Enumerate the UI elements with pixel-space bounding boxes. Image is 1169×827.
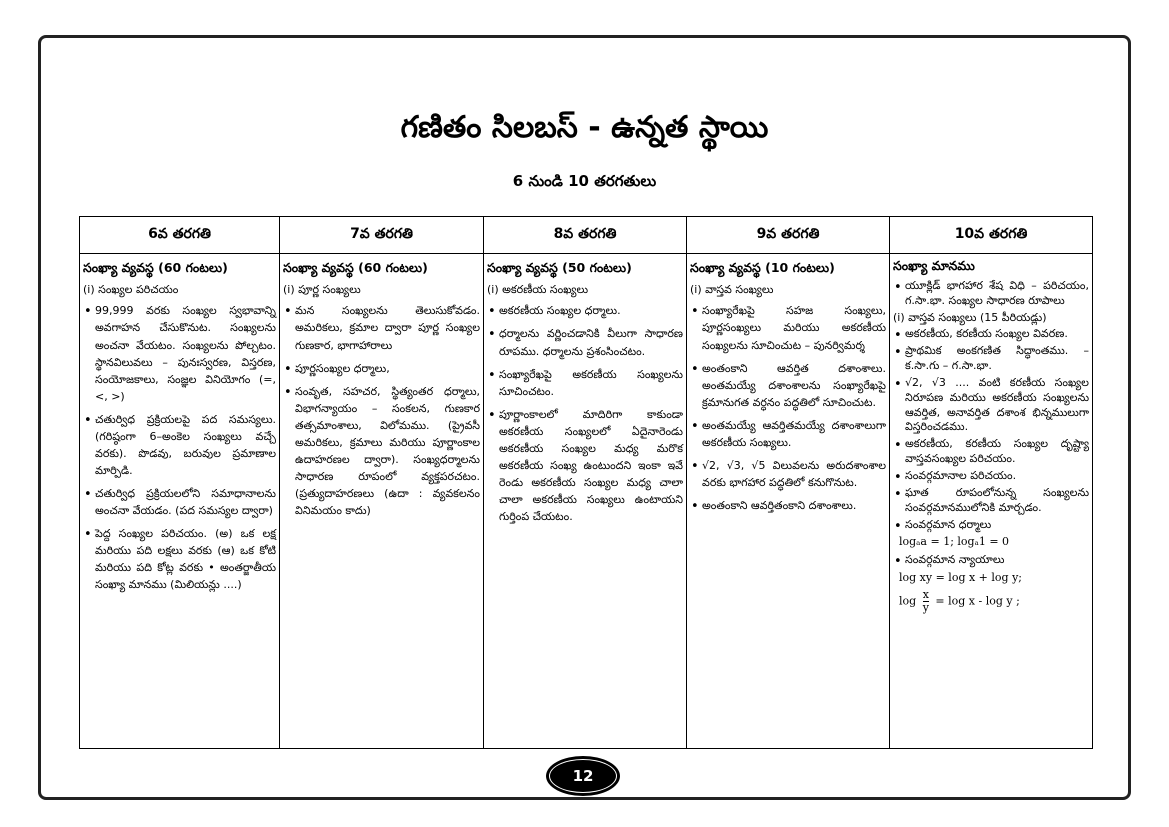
list-item: • 99,999 వరకు సంఖ్యల స్వభావాన్ని అవగాహన చేసుకొనుట. సంఖ్యలను అంచనా వేయటం. సంఖ్యలను పోల్చటం. స్థానవిలువలు – పునఃస్వరణ, విస్తరణ, సంయోజకాలు, సంజ్ఞల వినియోగం (=, <, >) [95,302,276,404]
class8-cell [484,254,687,749]
log-label: log [899,594,917,608]
fraction-denominator: y [922,601,929,614]
list-item: • సంఖ్యారేఖపై సహజ సంఖ్యలు, పూర్ణసంఖ్యలు మరియు అకరణీయ సంఖ్యలను సూచించుట – పునర్విమర్శ [702,302,886,353]
list-item: • ప్రాథమిక అంకగణిత సిద్ధాంతము. – క.సా.గు – గ.సా.భా. [905,344,1089,374]
page-number-badge: 12 [546,756,620,796]
col-header-class8: 8వ తరగతి [484,217,687,254]
class6-heading: సంఖ్యా వ్యవస్థ (60 గంటలు) [83,260,228,275]
class9-heading: సంఖ్యా వ్యవస్థ (10 గంటలు) [690,260,835,275]
class6-cell [80,254,280,749]
class9-subheading: (i) వాస్తవ సంఖ్యలు [690,283,774,297]
page-subtitle: 6 నుండి 10 తరగతులు [512,172,657,190]
class10-topic-list-c [893,553,1089,568]
header-row [80,217,1093,254]
class7-heading: సంఖ్యా వ్యవస్థ (60 గంటలు) [283,260,428,275]
class10-subheading: (i) వాస్తవ సంఖ్యలు (15 పీరియడ్లు) [893,310,1047,324]
class10-topic-list-a [893,279,1089,309]
list-item: • అంతంకాని ఆవర్తిత దశాంశాలు. అంతమయ్యే దశాంశాలను సంఖ్యారేఖపై క్రమానుగత వర్ధనం పద్ధతిలో సూచించుట. [702,360,886,411]
class7-cell [280,254,484,749]
log-properties-formula: logₐa = 1; logₐ1 = 0 [899,535,1010,549]
log-rules-label: • సంవర్గమాన న్యాయాలు [905,553,1089,568]
syllabus-table [79,216,1093,749]
list-item: • పూర్ణాంకాలలో మాదిరిగా కాకుండా అకరణీయ సంఖ్యలలో ఏదైనారెండు అకరణీయ సంఖ్యల మధ్య మరొక అకరణీయ సంఖ్య ఉంటుందని ఇంకా ఇవే రెండు అకరణీయ సంఖ్యల మధ్య చాలా చాలా అకరణీయ సంఖ్యలు ఉంటాయని గుర్తింప చేయటం. [499,406,683,525]
class8-topic-list [487,302,683,525]
class10-cell [890,254,1093,749]
list-item: • పెద్ద సంఖ్యల పరిచయం. (అ) ఒక లక్ష మరియు పది లక్షలు వరకు (ఆ) ఒక కోటి మరియు పది కోట్ల వరకు • అంతర్జాతీయ సంఖ్యా మానము (మిలియన్లు ....) [95,525,276,593]
fraction [923,589,929,614]
list-item: • సంవర్గమానాల పరిచయం. [905,469,1089,484]
list-item: • సంవృత, సహచర, స్థిత్యంతర ధర్మాలు, విభాగన్యాయం – సంకలన, గుణకార తత్సమాంశాలు, విలోమము. (ప్రైవసీ అమరికలు, క్రమాలు మరియు పూర్ణాంకాల ఉదాహరణల ద్వారా). సంఖ్యధర్మాలను సాధారణ రూపంలో వ్యక్తపరచటం. (ప్రత్యుదాహరణలు (ఉదా : వ్యవకలనం వినిమయం కాదు) [295,383,480,519]
class7-subheading: (i) పూర్ణ సంఖ్యలు [283,283,361,297]
col-header-class10: 10వ తరగతి [890,217,1093,254]
log-quotient-rule [899,589,1089,614]
list-item: • అకరణీయ, కరణీయ సంఖ్యల దృష్ట్యా వాస్తవసంఖ్యల పరిచయం. [905,437,1089,467]
list-item: • అంతంకాని ఆవర్తితంకాని దశాంశాలు. [702,497,886,514]
class8-subheading: (i) అకరణీయ సంఖ్యలు [487,283,589,297]
list-item: • సంఖ్యారేఖపై అకరణీయ సంఖ్యలను సూచించటం. [499,366,683,400]
list-item: • మన సంఖ్యలను తెలుసుకోవడం. అమరికలు, క్రమాల ద్వారా పూర్ణ సంఖ్యల గుణకార, భాగాహారాలు [295,302,480,353]
class10-heading: సంఖ్యా మానము [893,258,975,273]
class8-heading: సంఖ్యా వ్యవస్థ (50 గంటలు) [487,260,632,275]
page-title: గణితం సిలబస్ - ఉన్నత స్థాయి [400,110,769,145]
col-header-class7: 7వ తరగతి [280,217,484,254]
list-item: • పూర్ణసంఖ్యల ధర్మాలు, [295,360,480,377]
col-header-class6: 6వ తరగతి [80,217,280,254]
list-item: • అకరణీయ, కరణీయ సంఖ్యల వివరణ. [905,327,1089,342]
class6-topic-list [83,302,276,593]
class7-topic-list [283,302,480,519]
list-item: • సంవర్గమాన ధర్మాలు [905,518,1089,533]
class6-subheading: (i) సంఖ్యల పరిచయం [83,283,179,297]
content-row [80,254,1093,749]
list-item: • ధర్మాలను వర్ణించడానికి వీలుగా సాధారణ రూపము. ధర్మాలను ప్రశంసించటం. [499,325,683,359]
list-item: • చతుర్విధ ప్రక్రియలపై పద సమస్యలు. (గరిష్ఠంగా 6–అంకెల సంఖ్యలు వచ్చే వరకు). పొడవు, బరువుల ప్రమాణాల మార్పిడి. [95,411,276,479]
list-item: • చతుర్విధ ప్రక్రియలలోని సమాధానాలను అంచనా వేయడం. (పద సమస్యల ద్వారా) [95,485,276,519]
class9-topic-list [690,302,886,514]
list-item: • √2, √3 .... వంటి కరణీయ సంఖ్యల నిరూపణ మరియు అకరణీయ సంఖ్యలను ఆవర్తిత, అనావర్తిత దశాంశ భిన్నములుగా విస్తరించడము. [905,376,1089,435]
log-quotient-rest: = log x - log y ; [935,594,1020,608]
list-item: • యూక్లిడ్ భాగహార శేష విధి – పరిచయం, గ.సా.భా. సంఖ్యల సాధారణ రూపాలు [905,279,1089,309]
class9-cell [687,254,890,749]
list-item: • √2, √3, √5 విలువలను అరుదశాంశాల వరకు భాగహార పద్ధతిలో కనుగొనుట. [702,457,886,491]
list-item: • అంతమయ్యే ఆవర్తితమయ్యే దశాంశాలుగా అకరణీయ సంఖ్యలు. [702,417,886,451]
list-item: • అకరణీయ సంఖ్యల ధర్మాలు. [499,302,683,319]
class10-topic-list-b [893,327,1089,532]
log-product-rule: log xy = log x + log y; [899,571,1022,585]
col-header-class9: 9వ తరగతి [687,217,890,254]
fraction-numerator: x [922,587,929,601]
list-item: • ఘాత రూపంలోనున్న సంఖ్యలను సంవర్గమానములోనికి మార్చడం. [905,486,1089,516]
